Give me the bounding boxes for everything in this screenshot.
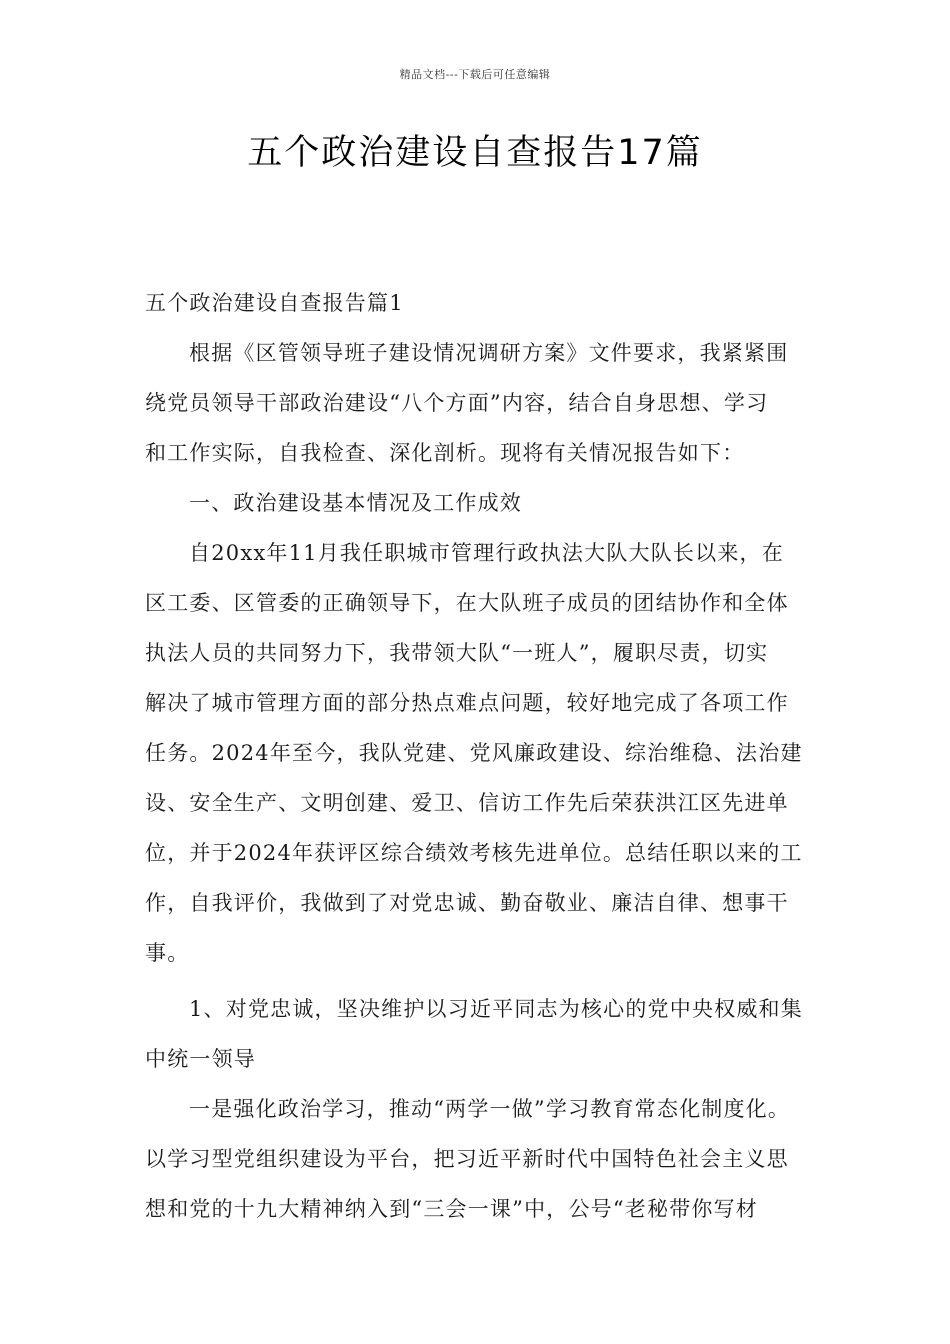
paragraph-line: 以学习型党组织建设为平台，把习近平新时代中国特色社会主义思 xyxy=(145,1147,789,1171)
paragraph-line: 绕党员领导干部政治建设“八个方面”内容，结合自身思想、学习 xyxy=(145,391,769,415)
paragraph-line: 一是强化政治学习，推动“两学一做”学习教育常态化制度化。 xyxy=(189,1097,791,1121)
subheading: 1、对党忠诚，坚决维护以习近平同志为核心的党中央权威和集 xyxy=(189,997,803,1021)
document-title: 五个政治建设自查报告17篇 xyxy=(247,133,703,173)
paragraph-line: 和工作实际，自我检查、深化剖析。现将有关情况报告如下： xyxy=(145,441,745,465)
paragraph-line: 事。 xyxy=(145,941,190,965)
header-note: 精品文档---下载后可任意编辑 xyxy=(399,68,551,81)
document-body xyxy=(145,284,815,1240)
subheading: 中统一领导 xyxy=(145,1047,256,1071)
paragraph-line: 执法人员的共同努力下，我带领大队“一班人”，履职尽责，切实 xyxy=(145,641,769,665)
paragraph-line: 自20xx年11月我任职城市管理行政执法大队大队长以来，在 xyxy=(189,541,784,565)
paragraph-line: 位，并于2024年获评区综合绩效考核先进单位。总结任职以来的工 xyxy=(145,841,803,865)
paragraph-line: 任务。2024年至今，我队党建、党风廉政建设、综治维稳、法治建 xyxy=(145,741,803,765)
paragraph-line: 解决了城市管理方面的部分热点难点问题，较好地完成了各项工作 xyxy=(145,691,789,715)
paragraph-line: 根据《区管领导班子建设情况调研方案》文件要求，我紧紧围 xyxy=(189,341,789,365)
subheading: 一、政治建设基本情况及工作成效 xyxy=(189,491,522,515)
paragraph-line: 区工委、区管委的正确领导下，在大队班子成员的团结协作和全体 xyxy=(145,591,789,615)
paragraph-line: 设、安全生产、文明创建、爱卫、信访工作先后荣获洪江区先进单 xyxy=(145,791,789,815)
paragraph-line: 作，自我评价，我做到了对党忠诚、勤奋敬业、廉洁自律、想事干 xyxy=(145,891,789,915)
section-heading: 五个政治建设自查报告篇1 xyxy=(145,291,404,315)
paragraph-line: 想和党的十九大精神纳入到“三会一课”中，公号“老秘带你写材 xyxy=(145,1197,759,1221)
